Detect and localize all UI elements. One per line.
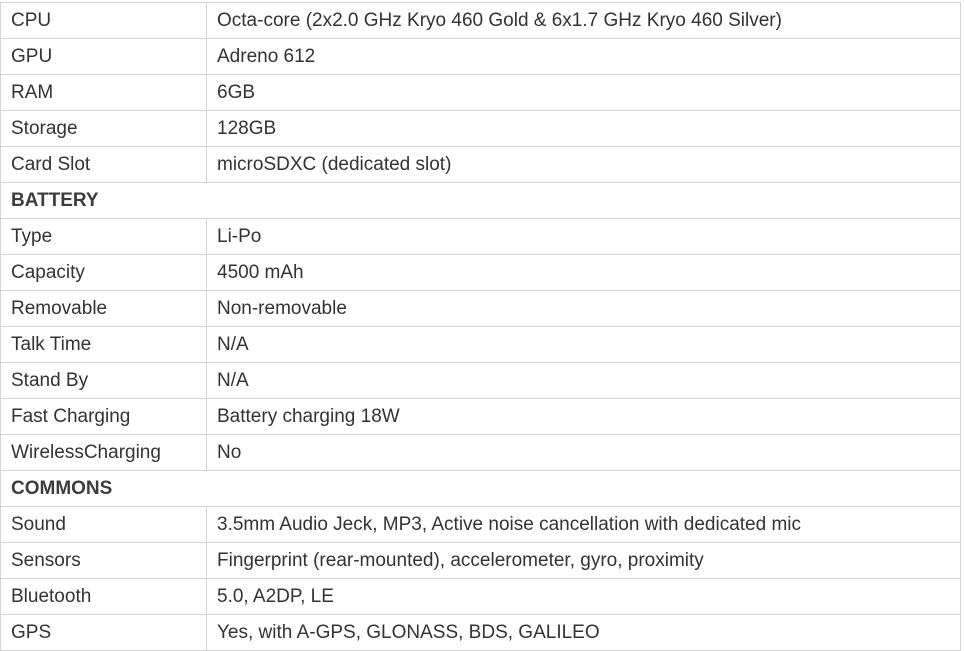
table-row	[1, 75, 961, 111]
spec-value: 6GB	[207, 75, 961, 111]
spec-label: Removable	[1, 291, 207, 327]
table-row	[1, 147, 961, 183]
spec-value: No	[207, 435, 961, 471]
spec-label: RAM	[1, 75, 207, 111]
spec-value: Fingerprint (rear-mounted), accelerometer, gyro, proximity	[207, 543, 961, 579]
table-row	[1, 219, 961, 255]
spec-label: GPS	[1, 615, 207, 651]
spec-value: Octa-core (2x2.0 GHz Kryo 460 Gold & 6x1.7 GHz Kryo 460 Silver)	[207, 3, 961, 39]
spec-value: N/A	[207, 327, 961, 363]
spec-value: 128GB	[207, 111, 961, 147]
section-heading-commons: COMMONS	[1, 471, 961, 507]
spec-label: Sensors	[1, 543, 207, 579]
table-row	[1, 39, 961, 75]
spec-label: GPU	[1, 39, 207, 75]
spec-label: Type	[1, 219, 207, 255]
spec-value: microSDXC (dedicated slot)	[207, 147, 961, 183]
spec-label: WirelessCharging	[1, 435, 207, 471]
table-row	[1, 327, 961, 363]
table-row	[1, 579, 961, 615]
table-row	[1, 255, 961, 291]
spec-label: Bluetooth	[1, 579, 207, 615]
spec-value: 4500 mAh	[207, 255, 961, 291]
specs-table	[0, 2, 961, 651]
spec-value: Non-removable	[207, 291, 961, 327]
spec-label: Talk Time	[1, 327, 207, 363]
spec-label: Stand By	[1, 363, 207, 399]
section-heading-row	[1, 183, 961, 219]
table-row	[1, 543, 961, 579]
spec-value: Adreno 612	[207, 39, 961, 75]
table-row	[1, 363, 961, 399]
spec-label: Capacity	[1, 255, 207, 291]
spec-label: Sound	[1, 507, 207, 543]
spec-label: CPU	[1, 3, 207, 39]
spec-label: Storage	[1, 111, 207, 147]
table-row	[1, 507, 961, 543]
spec-label: Fast Charging	[1, 399, 207, 435]
spec-value: Battery charging 18W	[207, 399, 961, 435]
table-row	[1, 291, 961, 327]
spec-label: Card Slot	[1, 147, 207, 183]
spec-value: 5.0, A2DP, LE	[207, 579, 961, 615]
spec-value: Li-Po	[207, 219, 961, 255]
spec-value: 3.5mm Audio Jeck, MP3, Active noise cancellation with dedicated mic	[207, 507, 961, 543]
table-row	[1, 111, 961, 147]
section-heading-battery: BATTERY	[1, 183, 961, 219]
spec-value: Yes, with A-GPS, GLONASS, BDS, GALILEO	[207, 615, 961, 651]
section-heading-row	[1, 471, 961, 507]
table-row	[1, 435, 961, 471]
table-row	[1, 615, 961, 651]
spec-value: N/A	[207, 363, 961, 399]
table-row	[1, 399, 961, 435]
table-row	[1, 3, 961, 39]
